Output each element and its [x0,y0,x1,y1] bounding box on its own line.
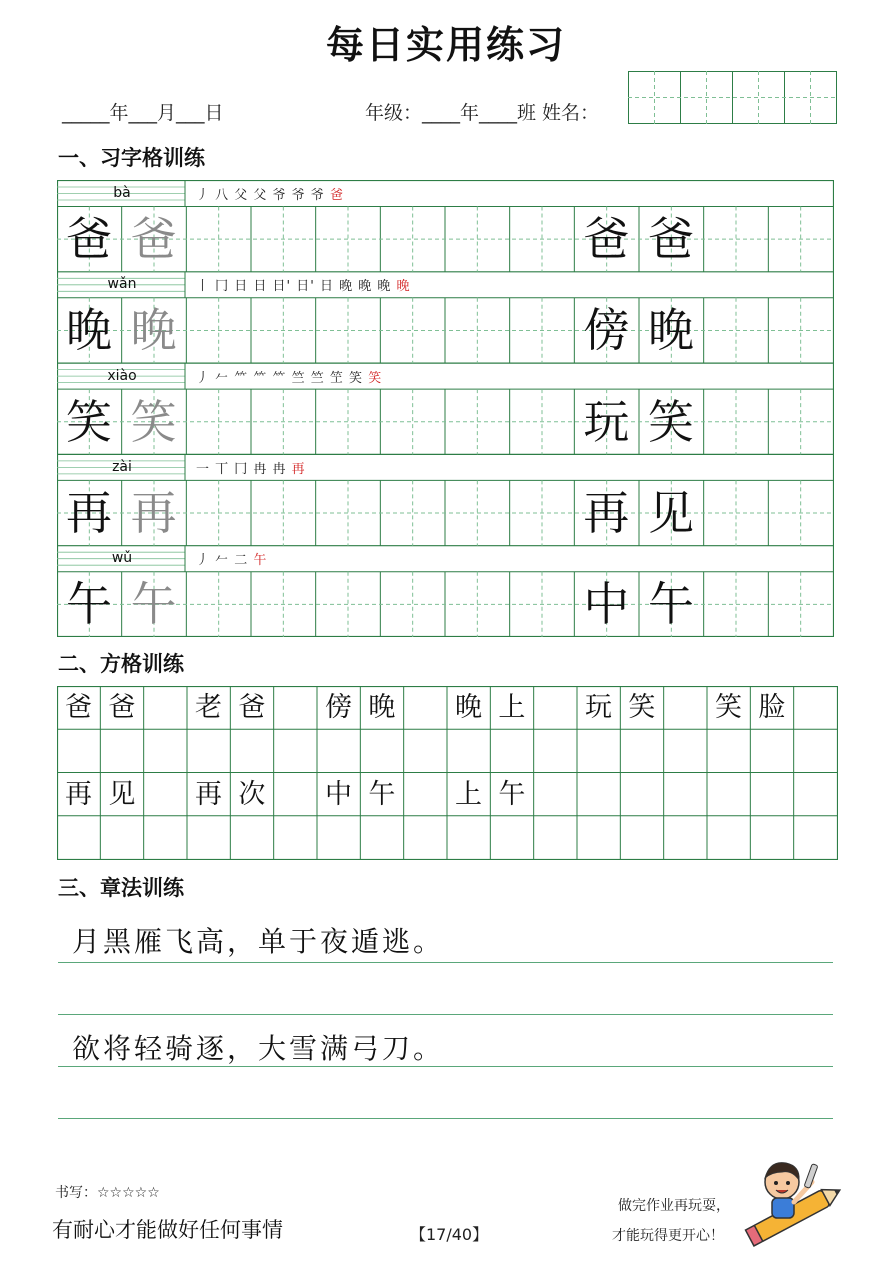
square-character: 老 [195,692,222,723]
note-line-2: 才能玩得更开心！ [612,1228,724,1244]
word-character-1: 中 [583,577,630,632]
square-character: 脸 [758,692,786,723]
page-number: 【17/40】 [410,1225,489,1244]
pinyin-label: wǎn [107,276,137,293]
word-character-1: 再 [583,485,630,540]
word-character-2: 笑 [648,394,694,449]
square-character: 上 [498,692,526,723]
pinyin-label: zài [112,458,132,475]
square-character: 爸 [108,692,136,723]
square-character: 午 [368,778,396,810]
current-stroke: 晚 [396,279,411,295]
writing-rating: 书写：☆☆☆☆☆ [55,1185,160,1201]
square-character: 上 [455,778,482,810]
word-character-1: 玩 [583,394,630,449]
word-character-2: 见 [648,485,694,540]
square-character: 次 [238,778,266,810]
writing-rule-3 [58,1066,833,1067]
model-character: 再 [66,485,112,540]
verse-line-1: 月黑雁飞高，单于夜遁逃。 [72,925,445,958]
model-character: 爸 [66,212,112,266]
note-line-1: 做完作业再玩耍， [618,1198,730,1214]
square-character: 爸 [65,692,92,723]
section3-title: 三、章法训练 [58,876,184,900]
date-line: _____年___月___日 [62,102,224,124]
model-character: 晚 [66,303,112,358]
trace-character: 再 [130,485,177,540]
section1-title: 一、习字格训练 [58,146,205,170]
trace-character: 爸 [130,212,177,266]
trace-character: 晚 [130,303,177,358]
stroke-order-sequence: 丿 八 父 父 爷 爷 爷 爸 [196,188,344,203]
page-title: 每日实用练习 [325,23,566,67]
square-character: 玩 [585,692,612,723]
current-stroke: 再 [291,461,306,477]
pinyin-label: wǔ [111,550,133,567]
writing-rule-2 [58,1014,833,1015]
word-character-1: 傍 [583,303,630,358]
motto: 有耐心才能做好任何事情 [52,1218,283,1242]
stroke-order-sequence: 一 丅 冂 冉 冉 再 [196,461,306,477]
trace-character: 笑 [130,394,177,449]
word-character-2: 爸 [648,212,694,266]
current-stroke: 午 [253,553,268,569]
square-character: 笑 [715,692,742,723]
pinyin-label: xiào [107,367,137,384]
square-character: 晚 [455,692,482,723]
current-stroke: 爸 [329,188,344,203]
square-character: 再 [65,778,92,810]
verse-line-2: 欲将轻骑逐，大雪满弓刀。 [72,1032,445,1065]
trace-character: 午 [130,577,177,632]
stroke-order-sequence: 丿 𠂉 二 午 [196,553,268,569]
square-character: 笑 [628,692,656,723]
stroke-order-sequence: 丨 冂 日 日 日' 日' 日 晚 晚 晚 晚 [196,279,411,295]
section2-title: 二、方格训练 [58,652,184,676]
square-character: 中 [325,778,352,810]
model-character: 笑 [66,394,112,449]
square-character: 午 [498,778,526,810]
boy-with-pencil-illustration [742,1152,848,1252]
square-character: 再 [195,778,222,810]
writing-rule-4 [58,1118,833,1119]
name-grid [628,71,837,124]
model-character: 午 [66,577,112,632]
writing-rule-1 [58,962,833,963]
square-character: 爸 [238,692,266,723]
class-name-line: 年级：____年____班 姓名： [365,102,600,124]
square-character: 傍 [325,692,352,723]
square-character: 见 [108,778,136,810]
pinyin-label: bà [113,185,131,201]
word-character-2: 午 [648,577,694,632]
square-character: 晚 [368,692,396,723]
word-character-1: 爸 [583,212,630,266]
word-character-2: 晚 [648,303,694,358]
stroke-order-sequence: 丿 𠂉 ⺮ ⺮ ⺮ 竺 竺 笁 笑 笑 [196,370,383,386]
current-stroke: 笑 [368,370,383,386]
